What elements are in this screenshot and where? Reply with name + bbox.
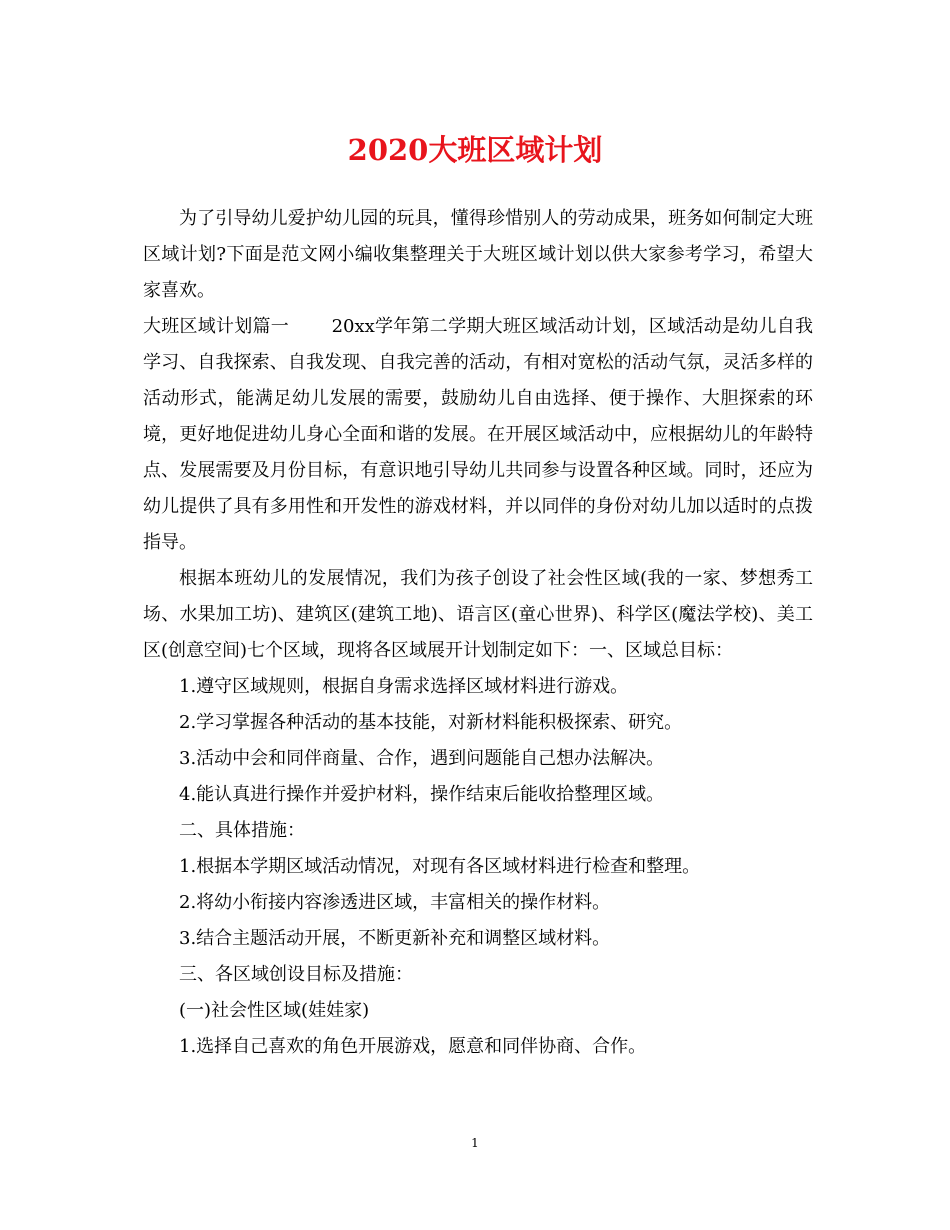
goal-item: 1.遵守区域规则，根据自身需求选择区域材料进行游戏。: [179, 676, 629, 697]
measures-heading: 二、具体措施：: [179, 820, 305, 841]
measure-item: 3.结合主题活动开展，不断更新补充和调整区域材料。: [179, 928, 611, 949]
areas-paragraph: 根据本班幼儿的发展情况，我们为孩子创设了社会性区域(我的一家、梦想秀工场、水果加工坊)、建筑区(建筑工地)、语言区(童心世界)、科学区(魔法学校)、美工区(创意空间)七个区域，现将各区域展开计划制定如下：一、区域总目标：: [143, 568, 813, 661]
measure-item: 2.将幼小衔接内容渗透进区域，丰富相关的操作材料。: [179, 892, 611, 913]
goal-item: 3.活动中会和同伴商量、合作，遇到问题能自己想办法解决。: [179, 748, 665, 769]
section-one-paragraph: 大班区域计划篇一 20xx学年第二学期大班区域活动计划，区域活动是幼儿自我学习、自我探索、自我发现、自我完善的活动，有相对宽松的活动气氛，灵活多样的活动形式，能满足幼儿发展的需要，鼓励幼儿自由选择、便于操作、大胆探索的环境，更好地促进幼儿身心全面和谐的发展。在开展区域活动中，应根据幼儿的年龄特点、发展需要及月份目标，有意识地引导幼儿共同参与设置各种区域。同时，还应为幼儿提供了具有多用性和开发性的游戏材料，并以同伴的身份对幼儿加以适时的点拨指导。: [143, 316, 813, 553]
measure-item: 1.根据本学期区域活动情况，对现有各区域材料进行检查和整理。: [179, 856, 701, 877]
goal-item: 2.学习掌握各种活动的基本技能，对新材料能积极探索、研究。: [179, 712, 683, 733]
document-body: [143, 201, 813, 1065]
subsection-heading: (一)社会性区域(娃娃家): [179, 1000, 370, 1021]
page-number: 1: [471, 1136, 479, 1150]
section-three-heading: 三、各区域创设目标及措施：: [179, 964, 413, 985]
intro-paragraph: 为了引导幼儿爱护幼儿园的玩具，懂得珍惜别人的劳动成果，班务如何制定大班区域计划?下面是范文网小编收集整理关于大班区域计划以供大家参考学习，希望大家喜欢。: [143, 208, 813, 301]
subsection-item: 1.选择自己喜欢的角色开展游戏，愿意和同伴协商、合作。: [179, 1036, 647, 1057]
document-title: 2020大班区域计划: [347, 133, 603, 167]
goal-item: 4.能认真进行操作并爱护材料，操作结束后能收拾整理区域。: [179, 784, 665, 805]
